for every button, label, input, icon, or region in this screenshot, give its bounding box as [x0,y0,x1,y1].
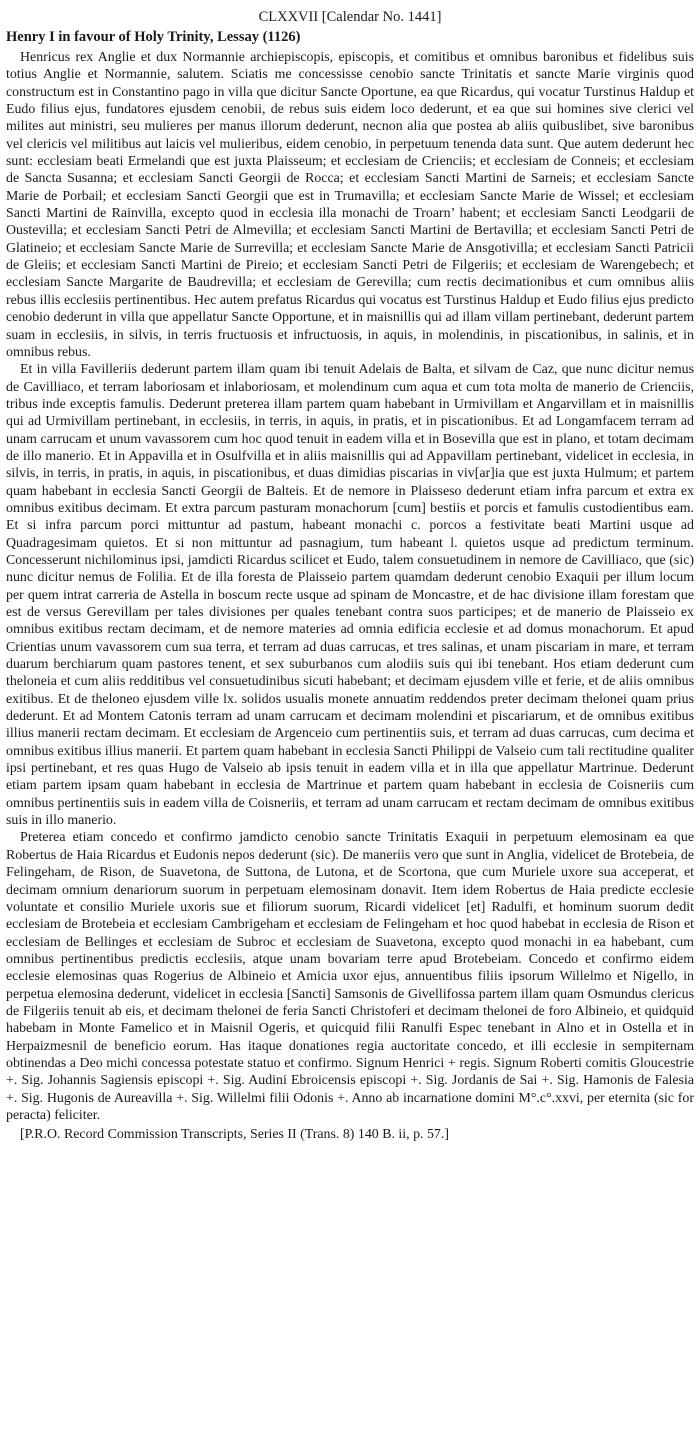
charter-paragraph-1: Henricus rex Anglie et dux Normannie archiepiscopis, episcopis, et comitibus et omnibus baronibus et fidelibus suis totius Anglie et Normannie, salutem. Sciatis me concessisse cenobio sancte Trinitatis et sancte Marie virginis quod constructum est in Constantino pago in villa que dicitur Sancte Oportune, ea que Ricardus, qui vocatur Turstinus Haldup et Eudo filius ejus, fundatores ejusdem cenobii, de rebus suis eidem loco dederunt, et ea que sui homines sive clerici vel milites aut ministri, seu mulieres per manus illorum dederunt, necnon alia que postea ab aliis quibuslibet, sive baronibus vel clericis vel militibus aut laicis vel mulieribus, eidem cenobio, in perpetuum tenenda data sunt. Que autem dederunt hec sunt: ecclesiam beati Ermelandi que est juxta Plaisseum; et ecclesiam de Crienciis; et ecclesiam de Conneis; et ecclesiam de Sancta Susanna; et ecclesiam Sancti Georgii de Rocca; et ecclesiam Sancti Martini de Sarneis; et ecclesiam Sancte Marie de Porbail; et ecclesiam Sancti Georgii que est in Trumavilla; et ecclesiam Sancte Marie de Wissel; et ecclesiam Sancti Martini de Rainvilla, excepto quod in ecclesia illa monachi de Troarn’ habent; et ecclesiam Sancti Leodgarii de Oustevilla; et ecclesiam Sancti Petri de Almevilla; et ecclesiam Sancti Martini de Bertavilla; et ecclesiam Sancti Petri de Glatineio; et ecclesiam Sancte Marie de Surrevilla; et ecclesiam Sancte Marie de Ansgotivilla; et ecclesiam Sancti Patricii de Gleiis; et ecclesiam Sancti Martini de Pireio; et ecclesiam Sancti Petri de Filgeriis; et ecclesiam de Warengebech; et ecclesiam Sancte Margarite de Baudrevilla; et ecclesiam de Gerevilla; cum rectis decimationibus et cum omnibus aliis rebus illis ecclesiis pertinentibus. Hec autem prefatus Ricardus qui vocatus est Turstinus Haldup et Eudo filius ejus predicto cenobio dederunt in villa que appellatur Sancte Opportune, et in maisnillis qui ad illam villam pertinebant, dederunt partem suam in ecclesiis, in silvis, in terris fructuosis et infructuosis, in aquis, in molendinis, in piscationibus, in salinis, et in omnibus rebus. [6,50,694,360]
charter-title: Henry I in favour of Holy Trinity, Lessay (1126) [6,29,301,45]
document-heading: CLXXVII [Calendar No. 1441] [258,9,442,25]
charter-paragraph-3: Preterea etiam concedo et confirmo jamdicto cenobio sancte Trinitatis Exaquii in perpetuum elemosinam ea que Robertus de Haia Ricardus et Eudonis nepos dederunt (sic). De maneriis vero que sunt in Anglia, videlicet de Brotebeia, de Felingeham, de Rison, de Suavetona, de Suttona, de Lutona, et de Scortona, que cum Muriele uxore sua acceperat, et decimam omnium denariorum suorum in perpetuam elemosinam donavit. Item idem Robertus de Haia predicte ecclesie voluntate et consilio Muriele uxoris sue et filiorum suorum, Ricardi videlicet [et] Radulfi, et hominum suorum dedit ecclesiam de Brotebeia et ecclesiam Cambrigeham et ecclesiam de Felingeham et hoc quod habebat in ecclesia de Rison et ecclesiam de Bellinges et ecclesiam de Subroc et ecclesiam de Suavetona, excepto quod monachi in ea habebant, cum omnibus pertinentibus predictis ecclesiis, atque unam bovariam terre apud Brotebeiam. Concedo et confirmo eidem ecclesie elemosinas quas Rogerius de Albineio et Amicia uxor ejus, annuentibus filiis ipsorum Willelmo et Nigello, in perpetua elemosina dederunt, videlicet in ecclesia [Sancti] Samsonis de Givellifossa partem illam quam Osmundus clericus de Filgeriis tenuit ab eis, et decimam thelonei de feria Sancti Christoferi et decimam thelonei de foro Albineio, et quidquid habebam in Monte Famelico et in Maisnil Ogeris, et quicquid filii Ranulfi Espec tenebant in Alno et in Ostella et in Herpaizmesnil de beneficio eorum. Has itaque donationes regia auctoritate concedo, et illi ecclesie in sempiternam obtinendas a Deo michi concessa potestate statuo et confirmo. Signum Henrici + regis. Signum Roberti comitis Gloucestrie +. Sig. Johannis Sagiensis episcopi +. Sig. Audini Ebroicensis episcopi +. Sig. Jordanis de Sai +. Sig. Hamonis de Falesia +. Sig. Hugonis de Aureavilla +. Sig. Willelmi filii Odonis +. Anno ab incarnatione domini M°.c°.xxvi, per eternita (sic for peracta) feliciter. [6,830,694,1123]
source-citation: [P.R.O. Record Commission Transcripts, Series II (Trans. 8) 140 B. ii, p. 57.] [20,1127,449,1143]
charter-paragraph-2: Et in villa Favilleriis dederunt partem illam quam ibi tenuit Adelais de Balta, et silvam de Caz, que nunc dicitur nemus de Cavilliaco, et terram laboriosam et inlaboriosam, et molendinum cum aqua et cum tota molta de manerio de Crienciis, tribus inde exceptis famulis. Dederunt preterea illam partem quam habebant in Urmivillam et Angarvillam et in maisnillis qui ad Urmivillam pertinebant, in ecclesiis, in terris, in aquis, in pratis, et in piscationibus. Et ad Longamfacem terram ad unam carrucam et unum vavassorem cum hoc quod tenuit in eadem villa et in Bosevilla que est in plano, et totam decimam de illo manerio. Et in Appavilla et in Osulfvilla et in aliis maisnillis qui ad Appavillam pertinebant, videlicet in ecclesia, in silvis, in terris, in pratis, in aquis, in piscationibus, et duas dimidias piscarias in viv[ar]ia que est juxta Hulmum; et partem quam habebant in ecclesia Sancti Georgii de Balteis. Et de nemore in Plaisseso dederunt etiam infra parcum et extra ex omnibus exitibus decimam. Et extra parcum pasturam monachorum [cum] bestiis et porcis et famulis custodientibus eam. Et si infra parcum porci mittuntur ad pastum, habeant monachi c. porcos a festivitate beati Martini usque ad Quadragesimam quietos. Et si non mittuntur ad pasnagium, tum habeant l. quietos usque ad predictum terminum. Concesserunt nichilominus ipsi, jamdicti Ricardus scilicet et Eudo, talem consuetudinem in nemore de Cavilliaco, que (sic) nunc dicitur nemus de Folilia. Et de illa foresta de Plaisseio partem quamdam dederunt cenobio Exaquii per illum locum per quem intrat carreria de Astella in boscum recte usque ad spinam de Moncastre, et de hac divisione illam forestam que est de versus Gerevillam per tales divisiones per quales tenebant contra suos participes; et de manerio de Plaisseio ex omnibus exitibus rectam decimam, et de nemore materies ad omnia edificia ecclesie et ad domus monachorum. Et apud Crientias unum vavassorem cum sua terra, et terram ad duas carrucas, et tres salinas, et unam piscariam in mare, et terram duarum berchiarum quam pastores tenent, et sex suburbanos cum alodiis suis qui ibi tenebant. Hos etiam dederunt cum theloneia et cum aliis redditibus vel consuetudinibus sicuti habebant; et decimam ejusdem ville et ferie, et de aliis omnibus exitibus. Et de theloneo ejusdem ville lx. solidos usualis monete annuatim reddendos preter decimam thelonei quam prius dederunt. Et ad Montem Catonis terram ad unam carrucam et decimam molendini et piscariarum, et de omnibus exitibus illius manerii rectam decimam. Et ecclesiam de Argenceio cum pertinentiis suis, et terram ad duas carrucas, cum decima et omnibus exitibus illius manerii. Et partem quam habebant in ecclesia Sancti Philippi de Valseio cum tali rectitudine qualiter ipsi pertinebant, et res quas Hugo de Valseio ab ipsis tenuit in eadem villa et in illa que appellatur Martrinue. Dederunt etiam partem ipsam quam habebant in ecclesia de Martrinue et partem quam habebant in ecclesia de Coisneriis cum omnibus pertinentiis suis in eadem villa de Coisneriis, et terram ad unam carrucam et rectam decimam de omnibus exitibus suis in illo manerio. [6,362,694,829]
